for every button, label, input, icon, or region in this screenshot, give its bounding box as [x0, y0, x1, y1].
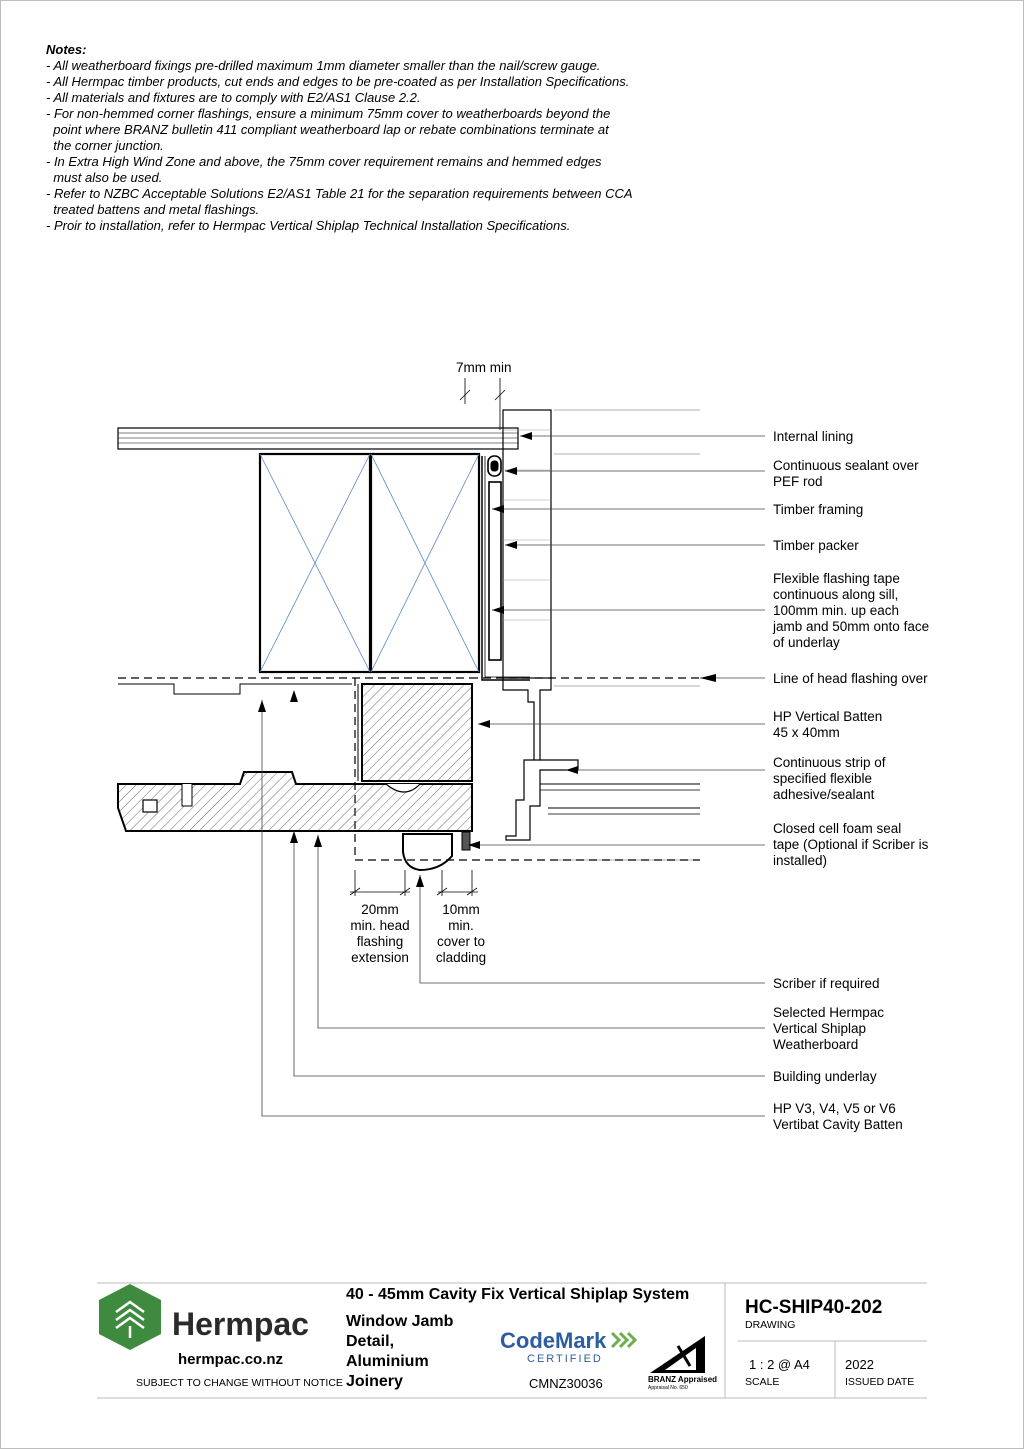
- codemark-name: CodeMark: [500, 1328, 607, 1353]
- label-sealant-pef-rod: Continuous sealant over PEF rod: [773, 458, 919, 489]
- cert-number: CMNZ30036: [529, 1376, 603, 1391]
- label-weatherboard: Selected Hermpac Vertical Shiplap Weatherboard: [773, 1005, 885, 1052]
- detail-title: Window Jamb Detail, Aluminium Joinery: [346, 1313, 454, 1390]
- label-head-flashing: Line of head flashing over: [773, 671, 928, 686]
- brand-name: Hermpac: [172, 1306, 309, 1342]
- scale-value: 1 : 2 @ A4: [749, 1357, 810, 1372]
- note-line: must also be used.: [46, 170, 163, 185]
- hermpac-logo-icon: [99, 1284, 161, 1350]
- hp-vertical-batten: [358, 684, 472, 781]
- note-line: - All Hermpac timber products, cut ends and edges to be pre-coated as per Installation Specifications.: [46, 74, 630, 89]
- label-cavity-batten: HP V3, V4, V5 or V6 Vertibat Cavity Batten: [773, 1101, 903, 1132]
- brand-website: hermpac.co.nz: [178, 1351, 284, 1368]
- leader-lines: [262, 436, 765, 1116]
- note-line: - All weatherboard fixings pre-drilled maximum 1mm diameter smaller than the nail/screw gauge.: [46, 58, 601, 73]
- label-flashing-tape: Flexible flashing tape continuous along sill, 100mm min. up each jamb and 50mm onto face of underlay: [773, 571, 930, 650]
- codemark-chevron-icon: [612, 1333, 635, 1347]
- internal-lining: [118, 428, 518, 449]
- label-building-underlay: Building underlay: [773, 1069, 877, 1084]
- issued-value: 2022: [845, 1357, 874, 1372]
- timber-framing: [260, 454, 479, 672]
- codemark-certified: CERTIFIED: [527, 1353, 603, 1365]
- branz-appraised: BRANZ Appraised: [648, 1375, 718, 1384]
- system-title: 40 - 45mm Cavity Fix Vertical Shiplap System: [346, 1286, 690, 1303]
- branz-logo-icon: [650, 1336, 705, 1373]
- dim-head-extension-label: 20mm min. head flashing extension: [350, 902, 410, 965]
- dim-top-label: 7mm min: [456, 360, 512, 375]
- label-internal-lining: Internal lining: [773, 429, 854, 444]
- note-line: - In Extra High Wind Zone and above, the 75mm cover requirement remains and hemmed edges: [46, 154, 602, 169]
- note-line: the corner junction.: [46, 138, 164, 153]
- drawing-label: DRAWING: [745, 1319, 796, 1331]
- dim-cover-label: 10mm min. cover to cladding: [435, 902, 487, 965]
- top-dimension: [460, 378, 505, 430]
- note-line: - All materials and fixtures are to comply with E2/AS1 Clause 2.2.: [46, 90, 421, 105]
- note-line: - Refer to NZBC Acceptable Solutions E2/AS1 Table 21 for the separation requirements between CCA: [46, 186, 633, 201]
- drawing-number: HC-SHIP40-202: [745, 1297, 883, 1318]
- note-line: - For non-hemmed corner flashings, ensure a minimum 75mm cover to weatherboards beyond the: [46, 106, 611, 121]
- label-foam-seal: Closed cell foam seal tape (Optional if Scriber is installed): [773, 821, 929, 868]
- label-timber-framing: Timber framing: [773, 502, 864, 517]
- aluminium-joinery: [503, 410, 700, 860]
- label-scriber: Scriber if required: [773, 976, 880, 991]
- note-line: treated battens and metal flashings.: [46, 202, 260, 217]
- scriber: [403, 832, 470, 870]
- sealant-and-packer: [482, 456, 530, 680]
- bottom-dimensions: [350, 870, 478, 896]
- issued-label: ISSUED DATE: [845, 1376, 915, 1388]
- label-vertical-batten: HP Vertical Batten 45 x 40mm: [773, 709, 883, 740]
- notes-title: Notes:: [46, 42, 87, 57]
- scale-label: SCALE: [745, 1376, 780, 1388]
- change-notice: SUBJECT TO CHANGE WITHOUT NOTICE: [136, 1377, 343, 1389]
- note-line: - Proir to installation, refer to Hermpac Vertical Shiplap Technical Installation Specifications.: [46, 218, 571, 233]
- label-timber-packer: Timber packer: [773, 538, 859, 553]
- label-adhesive-strip: Continuous strip of specified flexible adhesive/sealant: [773, 755, 886, 802]
- branz-appraisal-number: Appraisal No. 650: [648, 1385, 688, 1391]
- note-line: point where BRANZ bulletin 411 compliant weatherboard lap or rebate combinations terminate at: [46, 122, 609, 137]
